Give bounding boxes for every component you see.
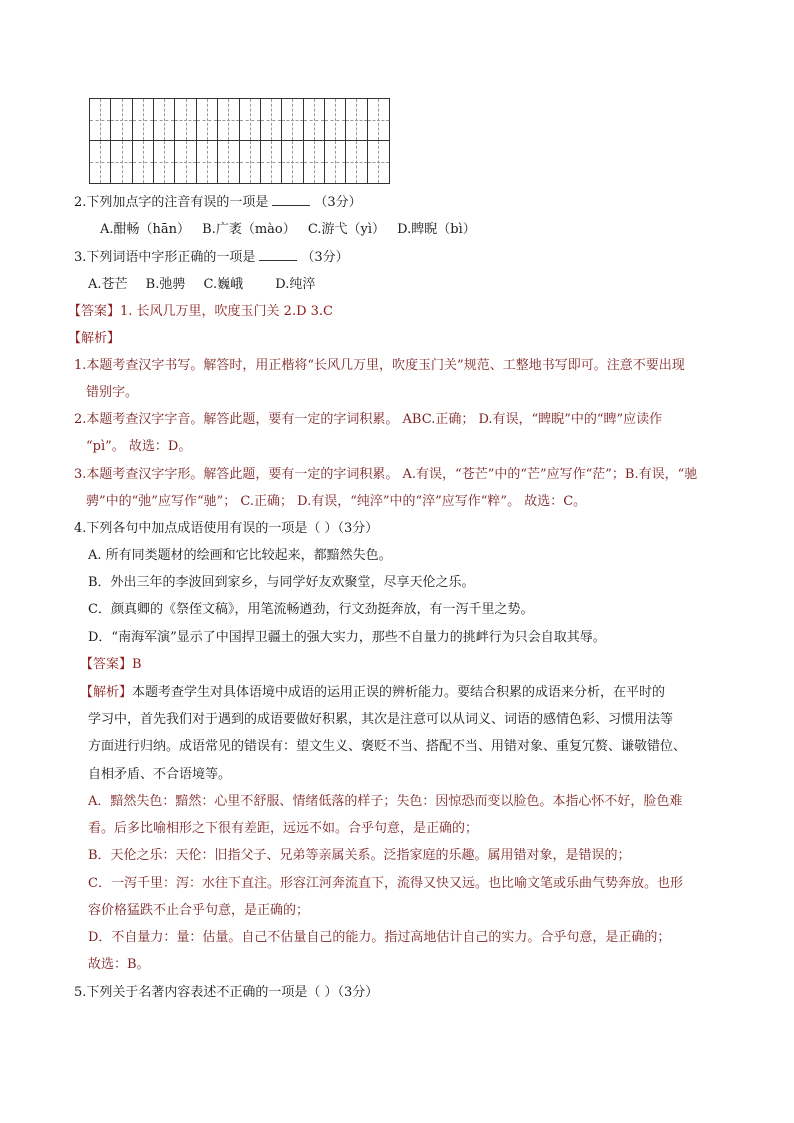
option: D.纯淬 <box>275 277 316 292</box>
analysis-4-b-line: B．天伦之乐：天伦：旧指父子、兄弟等亲属关系。泛指家庭的乐趣。属用错对象，是错误的； <box>88 848 631 863</box>
answer-text: 1. 长风几万里，吹度玉门关 2.D 3.C <box>120 304 333 319</box>
question-4-option-a: A. 所有同类题材的绘画和它比较起来，都黯然失色。 <box>88 548 392 563</box>
answer-blank[interactable] <box>259 248 297 261</box>
question-score: （3分） <box>301 250 349 265</box>
question-3 <box>74 248 349 268</box>
question-4-option-c: C．颜真卿的《祭侄文稿》，用笔流畅遒劲，行文劲挺奔放，有一泻千里之势。 <box>88 602 534 617</box>
question-3-options <box>88 275 315 295</box>
analysis-4-line: 方面进行归纳。成语常见的错误有：望文生义、褒贬不当、搭配不当、用错对象、重复冗赘、谦敬错位、 <box>88 739 687 754</box>
answer-text: B <box>132 657 142 672</box>
analysis-4-a-line: 看。后多比喻相形之下很有差距，远远不如。合乎句意，是正确的； <box>88 821 479 836</box>
question-stem: 2.下列加点字的注音有误的一项是 <box>74 195 269 210</box>
answer-blank[interactable] <box>272 193 310 206</box>
analysis-tag: 【解析】 <box>80 685 133 700</box>
analysis-4-c-line: 容价格猛跌不止合乎句意，是正确的； <box>88 903 310 918</box>
answer-tag: 【答案】 <box>80 657 133 672</box>
analysis-4-conclusion: 故选：B。 <box>88 957 150 972</box>
answer-tag: 【答案】 <box>68 304 121 319</box>
analysis-4-line <box>80 683 665 703</box>
question-4-option-d: D．“南海军演”显示了中国捍卫疆土的强大实力，那些不自量力的挑衅行为只会自取其辱。 <box>88 630 606 645</box>
option: B.弛骋 <box>145 277 186 292</box>
option: A.酣畅（hān） <box>100 222 191 237</box>
analysis-4-c-line: C．一泻千里：泻：水往下直注。形容江河奔流直下，流得又快又远。也比喻文笔或乐曲气势奔放。也形 <box>88 876 683 891</box>
analysis-text: 本题考查学生对具体语境中成语的运用正误的辨析能力。要结合积累的成语来分析，在平时的 <box>132 685 666 700</box>
option: A.苍芒 <box>88 277 128 292</box>
analysis-3-line: 骋”中的“弛”应写作“驰”； C.正确； D.有误，“纯淬”中的“淬”应写作“粹”。 故选：C。 <box>86 494 587 509</box>
question-2-options <box>100 220 476 240</box>
option: C.游弋（yì） <box>307 222 386 237</box>
question-4-option-b: B．外出三年的李波回到家乡，与同学好友欢聚堂，尽享天伦之乐。 <box>88 575 475 590</box>
analysis-4-line: 自相矛盾、不合语境等。 <box>88 767 232 782</box>
analysis-1-line: 1.本题考查汉字书写。解答时，用正楷将“长风几万里，吹度玉门关”规范、工整地书写即可。注意不要出现 <box>74 358 685 373</box>
analysis-2-line: 2.本题考查汉字字音。解答此题，要有一定的字词积累。 ABC.正确； D.有误，“睥睨”中的“睥”应读作 <box>74 412 663 427</box>
analysis-4-line: 学习中，首先我们对于遇到的成语要做好积累，其次是注意可以从词义、词语的感情色彩、习惯用法等 <box>88 712 674 727</box>
option: B.广袤（mào） <box>202 222 296 237</box>
question-2 <box>74 193 362 213</box>
analysis-1-line: 错别字。 <box>86 385 139 400</box>
writing-grid <box>89 98 390 184</box>
analysis-2-line: “pì”。 故选：D。 <box>86 439 192 454</box>
question-5: 5.下列关于名著内容表述不正确的一项是（ ）（3分） <box>74 985 379 1000</box>
question-4: 4.下列各句中加点成语使用有误的一项是（ ）（3分） <box>74 521 379 536</box>
answer-block-4 <box>80 655 142 675</box>
question-stem: 3.下列词语中字形正确的一项是 <box>74 250 256 265</box>
analysis-4-a-line: A．黯然失色：黯然：心里不舒服、情绪低落的样子；失色：因惊恐而变以脸色。本指心怀不好，脸色难 <box>88 794 683 809</box>
analysis-3-line: 3.本题考查汉字字形。解答此题，要有一定的字词积累。 A.有误，“苍芒”中的“芒”应写作“茫”；B.有误，“驰 <box>74 467 698 482</box>
question-score: （3分） <box>314 195 362 210</box>
answer-block-1 <box>68 302 333 322</box>
analysis-tag-1: 【解析】 <box>68 331 121 346</box>
option: D.睥睨（bì） <box>397 222 476 237</box>
option: C.巍峨 <box>203 277 244 292</box>
analysis-4-d-line: D．不自量力：量：估量。自己不估量自己的能力。指过高地估计自己的实力。合乎句意，是正确的； <box>88 930 671 945</box>
